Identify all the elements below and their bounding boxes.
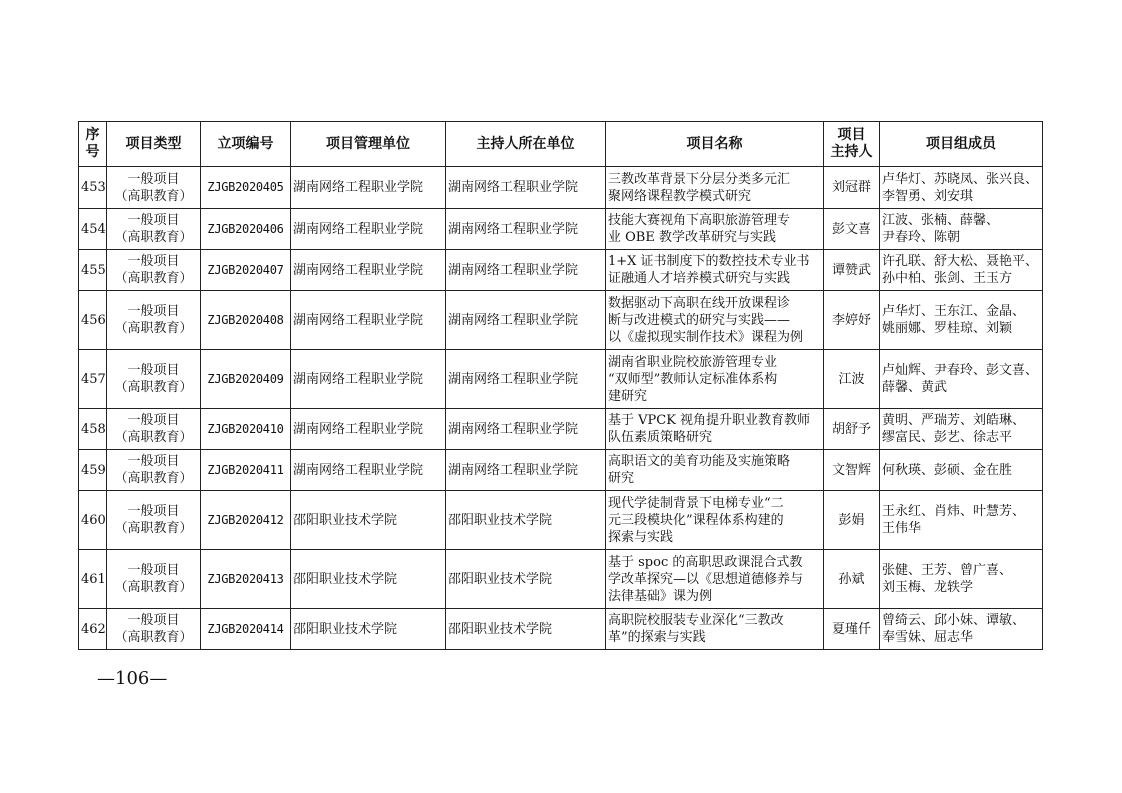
cell-host: 李婷妤 xyxy=(824,291,880,350)
cell-project-name: 数据驱动下高职在线开放课程诊 断与改进模式的研究与实践—— 以《虚拟现实制作技术》课程为例 xyxy=(606,291,824,350)
cell-type: 一般项目 （高职教育） xyxy=(107,491,201,550)
cell-mgmt-unit: 湖南网络工程职业学院 xyxy=(291,250,446,291)
table-row xyxy=(79,609,1043,650)
cell-project-name: 基于 spoc 的高职思政课混合式教 学改革探究—以《思想道德修养与 法律基础》课为例 xyxy=(606,550,824,609)
cell-type: 一般项目 （高职教育） xyxy=(107,167,201,209)
cell-host-unit: 湖南网络工程职业学院 xyxy=(446,350,606,409)
header-host: 项目 主持人 xyxy=(824,122,880,167)
cell-type: 一般项目 （高职教育） xyxy=(107,409,201,450)
cell-mgmt-unit: 邵阳职业技术学院 xyxy=(291,491,446,550)
cell-code: ZJGB2020407 xyxy=(201,250,291,291)
cell-type: 一般项目 （高职教育） xyxy=(107,550,201,609)
cell-members: 何秋瑛、彭硕、金在胜 xyxy=(880,450,1043,491)
table-row xyxy=(79,450,1043,491)
header-code: 立项编号 xyxy=(201,122,291,167)
cell-project-name: 现代学徒制背景下电梯专业“二 元三段模块化”课程体系构建的 探索与实践 xyxy=(606,491,824,550)
cell-mgmt-unit: 邵阳职业技术学院 xyxy=(291,550,446,609)
cell-code: ZJGB2020410 xyxy=(201,409,291,450)
cell-seq: 462 xyxy=(79,609,107,650)
header-members: 项目组成员 xyxy=(880,122,1043,167)
cell-seq: 458 xyxy=(79,409,107,450)
table-row xyxy=(79,167,1043,209)
cell-code: ZJGB2020405 xyxy=(201,167,291,209)
cell-members: 卢华灯、苏晓凤、张兴良、 李智勇、刘安琪 xyxy=(880,167,1043,209)
cell-host-unit: 邵阳职业技术学院 xyxy=(446,491,606,550)
cell-mgmt-unit: 湖南网络工程职业学院 xyxy=(291,450,446,491)
header-mgmt-unit: 项目管理单位 xyxy=(291,122,446,167)
cell-seq: 461 xyxy=(79,550,107,609)
cell-seq: 454 xyxy=(79,209,107,250)
cell-members: 曾绮云、邱小妹、谭敏、 奉雪妹、屈志华 xyxy=(880,609,1043,650)
cell-project-name: 高职院校服装专业深化“三教改 革”的探索与实践 xyxy=(606,609,824,650)
cell-code: ZJGB2020409 xyxy=(201,350,291,409)
header-host-unit: 主持人所在单位 xyxy=(446,122,606,167)
cell-code: ZJGB2020413 xyxy=(201,550,291,609)
cell-host-unit: 湖南网络工程职业学院 xyxy=(446,209,606,250)
header-project-name: 项目名称 xyxy=(606,122,824,167)
cell-code: ZJGB2020411 xyxy=(201,450,291,491)
cell-project-name: 1+X 证书制度下的数控技术专业书 证融通人才培养模式研究与实践 xyxy=(606,250,824,291)
cell-mgmt-unit: 湖南网络工程职业学院 xyxy=(291,167,446,209)
table-header-row xyxy=(79,122,1043,167)
cell-mgmt-unit: 邵阳职业技术学院 xyxy=(291,609,446,650)
cell-type: 一般项目 （高职教育） xyxy=(107,250,201,291)
table-row xyxy=(79,550,1043,609)
cell-host: 孙斌 xyxy=(824,550,880,609)
cell-members: 许孔联、舒大松、聂艳平、 孙中柏、张剑、王玉方 xyxy=(880,250,1043,291)
cell-seq: 456 xyxy=(79,291,107,350)
table-row xyxy=(79,291,1043,350)
cell-seq: 459 xyxy=(79,450,107,491)
cell-host: 刘冠群 xyxy=(824,167,880,209)
cell-host: 胡舒予 xyxy=(824,409,880,450)
cell-members: 江波、张楠、薛馨、 尹春玲、陈朝 xyxy=(880,209,1043,250)
cell-members: 卢华灯、王东江、金晶、 姚丽娜、罗桂琼、刘颖 xyxy=(880,291,1043,350)
table-row xyxy=(79,350,1043,409)
table-row xyxy=(79,209,1043,250)
cell-host-unit: 湖南网络工程职业学院 xyxy=(446,291,606,350)
cell-host-unit: 湖南网络工程职业学院 xyxy=(446,450,606,491)
cell-type: 一般项目 （高职教育） xyxy=(107,609,201,650)
project-table xyxy=(78,121,1043,650)
cell-mgmt-unit: 湖南网络工程职业学院 xyxy=(291,409,446,450)
cell-mgmt-unit: 湖南网络工程职业学院 xyxy=(291,291,446,350)
cell-seq: 460 xyxy=(79,491,107,550)
cell-host: 谭赞武 xyxy=(824,250,880,291)
cell-code: ZJGB2020406 xyxy=(201,209,291,250)
cell-seq: 455 xyxy=(79,250,107,291)
cell-host-unit: 湖南网络工程职业学院 xyxy=(446,409,606,450)
cell-host-unit: 湖南网络工程职业学院 xyxy=(446,167,606,209)
cell-mgmt-unit: 湖南网络工程职业学院 xyxy=(291,209,446,250)
cell-host: 夏瑾仟 xyxy=(824,609,880,650)
cell-host: 彭文喜 xyxy=(824,209,880,250)
cell-seq: 457 xyxy=(79,350,107,409)
cell-code: ZJGB2020408 xyxy=(201,291,291,350)
table-row xyxy=(79,250,1043,291)
cell-code: ZJGB2020414 xyxy=(201,609,291,650)
cell-type: 一般项目 （高职教育） xyxy=(107,450,201,491)
cell-type: 一般项目 （高职教育） xyxy=(107,350,201,409)
table-row xyxy=(79,409,1043,450)
cell-type: 一般项目 （高职教育） xyxy=(107,209,201,250)
cell-project-name: 湖南省职业院校旅游管理专业 “双师型”教师认定标准体系构 建研究 xyxy=(606,350,824,409)
cell-project-name: 三教改革背景下分层分类多元汇 聚网络课程教学模式研究 xyxy=(606,167,824,209)
cell-host: 江波 xyxy=(824,350,880,409)
cell-host-unit: 邵阳职业技术学院 xyxy=(446,550,606,609)
cell-host: 彭娟 xyxy=(824,491,880,550)
cell-members: 黄明、严瑞芳、刘皓琳、 缪富民、彭艺、徐志平 xyxy=(880,409,1043,450)
cell-project-name: 基于 VPCK 视角提升职业教育教师 队伍素质策略研究 xyxy=(606,409,824,450)
cell-project-name: 技能大赛视角下高职旅游管理专 业 OBE 教学改革研究与实践 xyxy=(606,209,824,250)
page-number: —106— xyxy=(97,668,168,689)
cell-mgmt-unit: 湖南网络工程职业学院 xyxy=(291,350,446,409)
cell-code: ZJGB2020412 xyxy=(201,491,291,550)
cell-host-unit: 邵阳职业技术学院 xyxy=(446,609,606,650)
project-table-container xyxy=(78,121,1042,650)
cell-members: 卢灿辉、尹春玲、彭文喜、 薛馨、黄武 xyxy=(880,350,1043,409)
cell-members: 张健、王芳、曾广喜、 刘玉梅、龙轶学 xyxy=(880,550,1043,609)
table-row xyxy=(79,491,1043,550)
cell-project-name: 高职语文的美育功能及实施策略 研究 xyxy=(606,450,824,491)
cell-seq: 453 xyxy=(79,167,107,209)
header-type: 项目类型 xyxy=(107,122,201,167)
cell-members: 王永红、肖炜、叶慧芳、 王伟华 xyxy=(880,491,1043,550)
header-seq: 序 号 xyxy=(79,122,107,167)
cell-host: 文智辉 xyxy=(824,450,880,491)
cell-type: 一般项目 （高职教育） xyxy=(107,291,201,350)
cell-host-unit: 湖南网络工程职业学院 xyxy=(446,250,606,291)
table-body xyxy=(79,167,1043,650)
